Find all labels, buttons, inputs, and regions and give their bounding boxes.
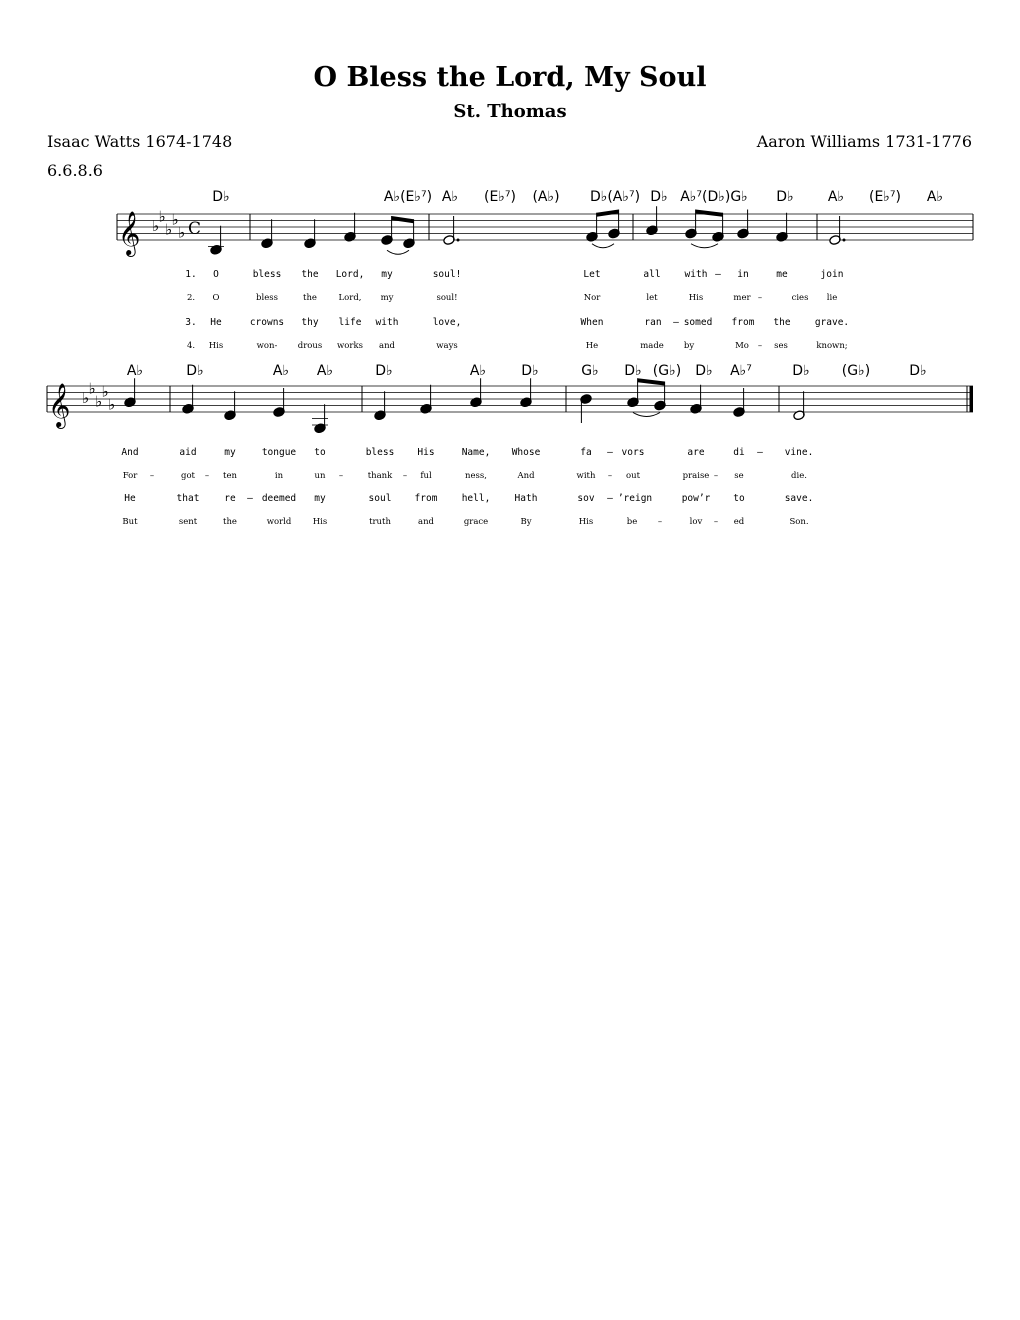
beam <box>696 210 723 217</box>
lyric-syllable: world <box>266 517 292 527</box>
beam <box>638 378 665 385</box>
slur <box>592 244 614 248</box>
beam <box>597 210 619 217</box>
flat-sign: ♭ <box>101 382 109 401</box>
lyric-syllable: the <box>303 293 317 303</box>
lyric-syllable: – <box>713 517 719 527</box>
lyric-syllable: my <box>381 269 393 280</box>
lyric-syllable: – <box>338 471 344 481</box>
lyric-syllable: bless <box>365 447 395 458</box>
lyric-syllable: O <box>212 293 220 303</box>
flat-sign: ♭ <box>158 207 166 226</box>
lyric-syllable: – <box>673 317 679 328</box>
final-barline <box>970 386 974 412</box>
lyric-syllable: Lord, <box>338 293 362 303</box>
lyric-syllable: – <box>713 471 719 481</box>
lyric-syllable: Mo <box>735 341 749 351</box>
lyric-syllable: For <box>122 471 138 481</box>
lyric-syllable: Whose <box>511 447 541 458</box>
lyric-syllable: sent <box>178 517 198 527</box>
chord-symbol: A♭ <box>316 363 334 379</box>
chord-symbol: A♭(E♭⁷) <box>383 189 433 205</box>
lyric-syllable: His <box>208 341 224 351</box>
lyric-syllable: Lord, <box>335 269 365 280</box>
lyric-syllable: the <box>773 317 791 328</box>
slur <box>633 413 660 417</box>
lyric-syllable: – <box>402 471 408 481</box>
verse-number: 4. <box>186 341 196 351</box>
lyric-syllable: His <box>578 517 594 527</box>
lyric-syllable: And <box>517 471 535 481</box>
lyric-syllable: with <box>375 317 399 328</box>
flat-sign: ♭ <box>178 223 186 242</box>
lyric-syllable: vors <box>621 447 645 458</box>
chord-symbol: A♭ <box>441 189 459 205</box>
lyric-syllable: my <box>380 293 394 303</box>
lyric-syllable: thank <box>367 471 393 481</box>
lyric-syllable: made <box>640 341 664 351</box>
chord-symbol: (E♭⁷) <box>484 189 516 205</box>
lyric-syllable: truth <box>369 517 391 527</box>
chord-symbol: G♭ <box>581 363 599 379</box>
lyric-syllable: and <box>418 517 434 527</box>
lyric-syllable: my <box>314 493 326 504</box>
chord-symbol: (E♭⁷) <box>869 189 901 205</box>
lyric-syllable: ness, <box>465 471 487 481</box>
lyric-syllable: sov <box>577 493 595 504</box>
lyric-syllable: that <box>176 493 200 504</box>
tune-name: St. Thomas <box>453 101 567 122</box>
chord-symbol: D♭ <box>212 189 230 205</box>
lyric-syllable: praise <box>682 471 710 481</box>
lyric-syllable: by <box>683 341 695 351</box>
lyric-syllable: hell, <box>461 493 491 504</box>
lyric-syllable: soul! <box>432 269 462 280</box>
flat-sign: ♭ <box>171 210 179 229</box>
lyric-syllable: life <box>338 317 362 328</box>
lyric-syllable: ful <box>420 471 432 481</box>
lyric-syllable: from <box>414 493 438 504</box>
time-signature: C <box>188 219 202 239</box>
lyric-syllable: join <box>820 269 844 280</box>
treble-clef: 𝄞 <box>118 211 141 255</box>
lyric-syllable: lie <box>826 293 838 303</box>
lyric-syllable: works <box>337 341 363 351</box>
lyric-syllable: – <box>607 447 613 458</box>
lyric-syllable: with <box>576 471 596 481</box>
lyric-syllable: Son. <box>789 517 809 527</box>
lyric-syllable: He <box>124 493 136 504</box>
lyric-syllable: are <box>687 447 705 458</box>
lyric-syllable: be <box>626 517 638 527</box>
chord-symbol: (A♭) <box>532 189 560 205</box>
lyric-syllable: He <box>585 341 599 351</box>
chord-symbol: (G♭) <box>652 363 682 379</box>
lyric-syllable: to <box>733 493 745 504</box>
augmentation-dot <box>457 239 460 242</box>
lyric-syllable: let <box>646 293 658 303</box>
lyric-syllable: in <box>737 269 749 280</box>
lyric-syllable: out <box>625 471 641 481</box>
lyric-syllable: pow’r <box>681 493 711 504</box>
lyric-syllable: He <box>210 317 222 328</box>
chord-symbol: A♭ <box>272 363 290 379</box>
lyric-syllable: And <box>121 447 139 458</box>
verse-number: 3. <box>185 317 197 328</box>
lyric-syllable: got <box>181 471 195 481</box>
chord-symbol: (G♭) <box>841 363 871 379</box>
lyric-syllable: re <box>224 493 236 504</box>
lyric-syllable: fa <box>580 447 592 458</box>
lyric-syllable: ’reign <box>617 493 653 504</box>
treble-clef: 𝄞 <box>48 383 71 427</box>
chord-symbol: D♭ <box>375 363 393 379</box>
lyric-syllable: ed <box>733 517 745 527</box>
lyric-syllable: won- <box>256 341 278 351</box>
flat-sign: ♭ <box>108 395 116 414</box>
lyric-syllable: bless <box>252 269 282 280</box>
flat-sign: ♭ <box>165 220 173 239</box>
lyric-syllable: bless <box>256 293 278 303</box>
lyric-syllable: from <box>731 317 755 328</box>
meter: 6.6.8.6 <box>47 161 103 180</box>
chord-symbol: D♭ <box>776 189 794 205</box>
lyric-syllable: – <box>204 471 210 481</box>
lyric-syllable: Let <box>583 269 601 280</box>
lyric-syllable: grace <box>463 517 489 527</box>
lyric-syllable: and <box>379 341 395 351</box>
lyric-syllable: – <box>715 269 721 280</box>
lyric-syllable: ses <box>774 341 788 351</box>
lyric-syllable: ten <box>223 471 237 481</box>
chord-symbol: A♭⁷(D♭)G♭ <box>680 189 748 205</box>
lyric-syllable: love, <box>432 317 462 328</box>
lyric-syllable: in <box>274 471 284 481</box>
chord-symbol: D♭(A♭⁷) <box>589 189 641 205</box>
lyric-syllable: with <box>684 269 708 280</box>
chord-symbol: D♭ <box>650 189 668 205</box>
hymn-title: O Bless the Lord, My Soul <box>313 62 707 93</box>
beam <box>392 216 414 223</box>
chord-symbol: D♭ <box>695 363 713 379</box>
chord-symbol: A♭ <box>827 189 845 205</box>
lyric-syllable: – <box>757 341 763 351</box>
lyric-syllable: When <box>580 317 604 328</box>
lyric-syllable: ran <box>644 317 662 328</box>
verse-number: 2. <box>186 293 196 303</box>
lyric-syllable: known; <box>816 341 848 351</box>
lyric-syllable: se <box>734 471 744 481</box>
lyric-syllable: to <box>314 447 326 458</box>
lyric-syllable: mer <box>733 293 751 303</box>
lyric-syllable: – <box>247 493 253 504</box>
lyric-syllable: Hath <box>514 493 538 504</box>
lyric-syllable: all <box>643 269 661 280</box>
chord-symbol: A♭ <box>469 363 487 379</box>
flat-sign: ♭ <box>95 392 103 411</box>
chord-symbol: D♭ <box>909 363 927 379</box>
lyric-syllable: die. <box>791 471 807 481</box>
lyricist: Isaac Watts 1674-1748 <box>47 132 233 151</box>
slur <box>691 244 718 248</box>
lyric-syllable: grave. <box>814 317 850 328</box>
lyric-syllable: Nor <box>583 293 601 303</box>
lyric-syllable: the <box>223 517 237 527</box>
slur <box>387 250 409 254</box>
chord-symbol: D♭ <box>186 363 204 379</box>
chord-symbol: D♭ <box>792 363 810 379</box>
lyric-syllable: lov <box>689 517 703 527</box>
chord-symbol: D♭ <box>624 363 642 379</box>
lyric-syllable: But <box>122 517 138 527</box>
lyric-syllable: Name, <box>461 447 491 458</box>
lyric-syllable: di <box>733 447 745 458</box>
lyric-syllable: crowns <box>249 317 285 328</box>
lyric-syllable: His <box>312 517 328 527</box>
lyric-syllable: aid <box>179 447 197 458</box>
lyric-syllable: – <box>757 293 763 303</box>
flat-sign: ♭ <box>88 379 96 398</box>
lyric-syllable: my <box>224 447 236 458</box>
lyric-syllable: soul <box>368 493 392 504</box>
lyric-syllable: ways <box>436 341 458 351</box>
lyric-syllable: the <box>301 269 319 280</box>
verse-number: 1. <box>185 269 197 280</box>
lyric-syllable: By <box>520 517 532 527</box>
lyric-syllable: thy <box>301 317 319 328</box>
lyric-syllable: – <box>607 493 613 504</box>
lyric-syllable: drous <box>297 341 323 351</box>
lyric-syllable: His <box>688 293 704 303</box>
chord-symbol: D♭ <box>521 363 539 379</box>
lyric-syllable: deemed <box>261 493 297 504</box>
lyric-syllable: soul! <box>436 293 458 303</box>
lyric-syllable: vine. <box>784 447 814 458</box>
lyric-syllable: tongue <box>261 447 297 458</box>
lyric-syllable: – <box>657 517 663 527</box>
lyric-syllable: His <box>417 447 435 458</box>
lyric-syllable: me <box>776 269 788 280</box>
chord-symbol: A♭⁷ <box>730 363 752 379</box>
flat-sign: ♭ <box>82 389 90 407</box>
lyric-syllable: O <box>213 269 219 280</box>
augmentation-dot <box>843 239 846 242</box>
lyric-syllable: – <box>607 471 613 481</box>
lyric-syllable: – <box>757 447 763 458</box>
flat-sign: ♭ <box>152 217 160 235</box>
lyric-syllable: cies <box>791 293 809 303</box>
chord-symbol: A♭ <box>926 189 944 205</box>
chord-symbol: A♭ <box>126 363 144 379</box>
lyric-syllable: – <box>149 471 155 481</box>
lyric-syllable: un <box>314 471 326 481</box>
composer: Aaron Williams 1731-1776 <box>756 132 972 151</box>
lyric-syllable: save. <box>784 493 814 504</box>
lyric-syllable: somed <box>683 317 713 328</box>
